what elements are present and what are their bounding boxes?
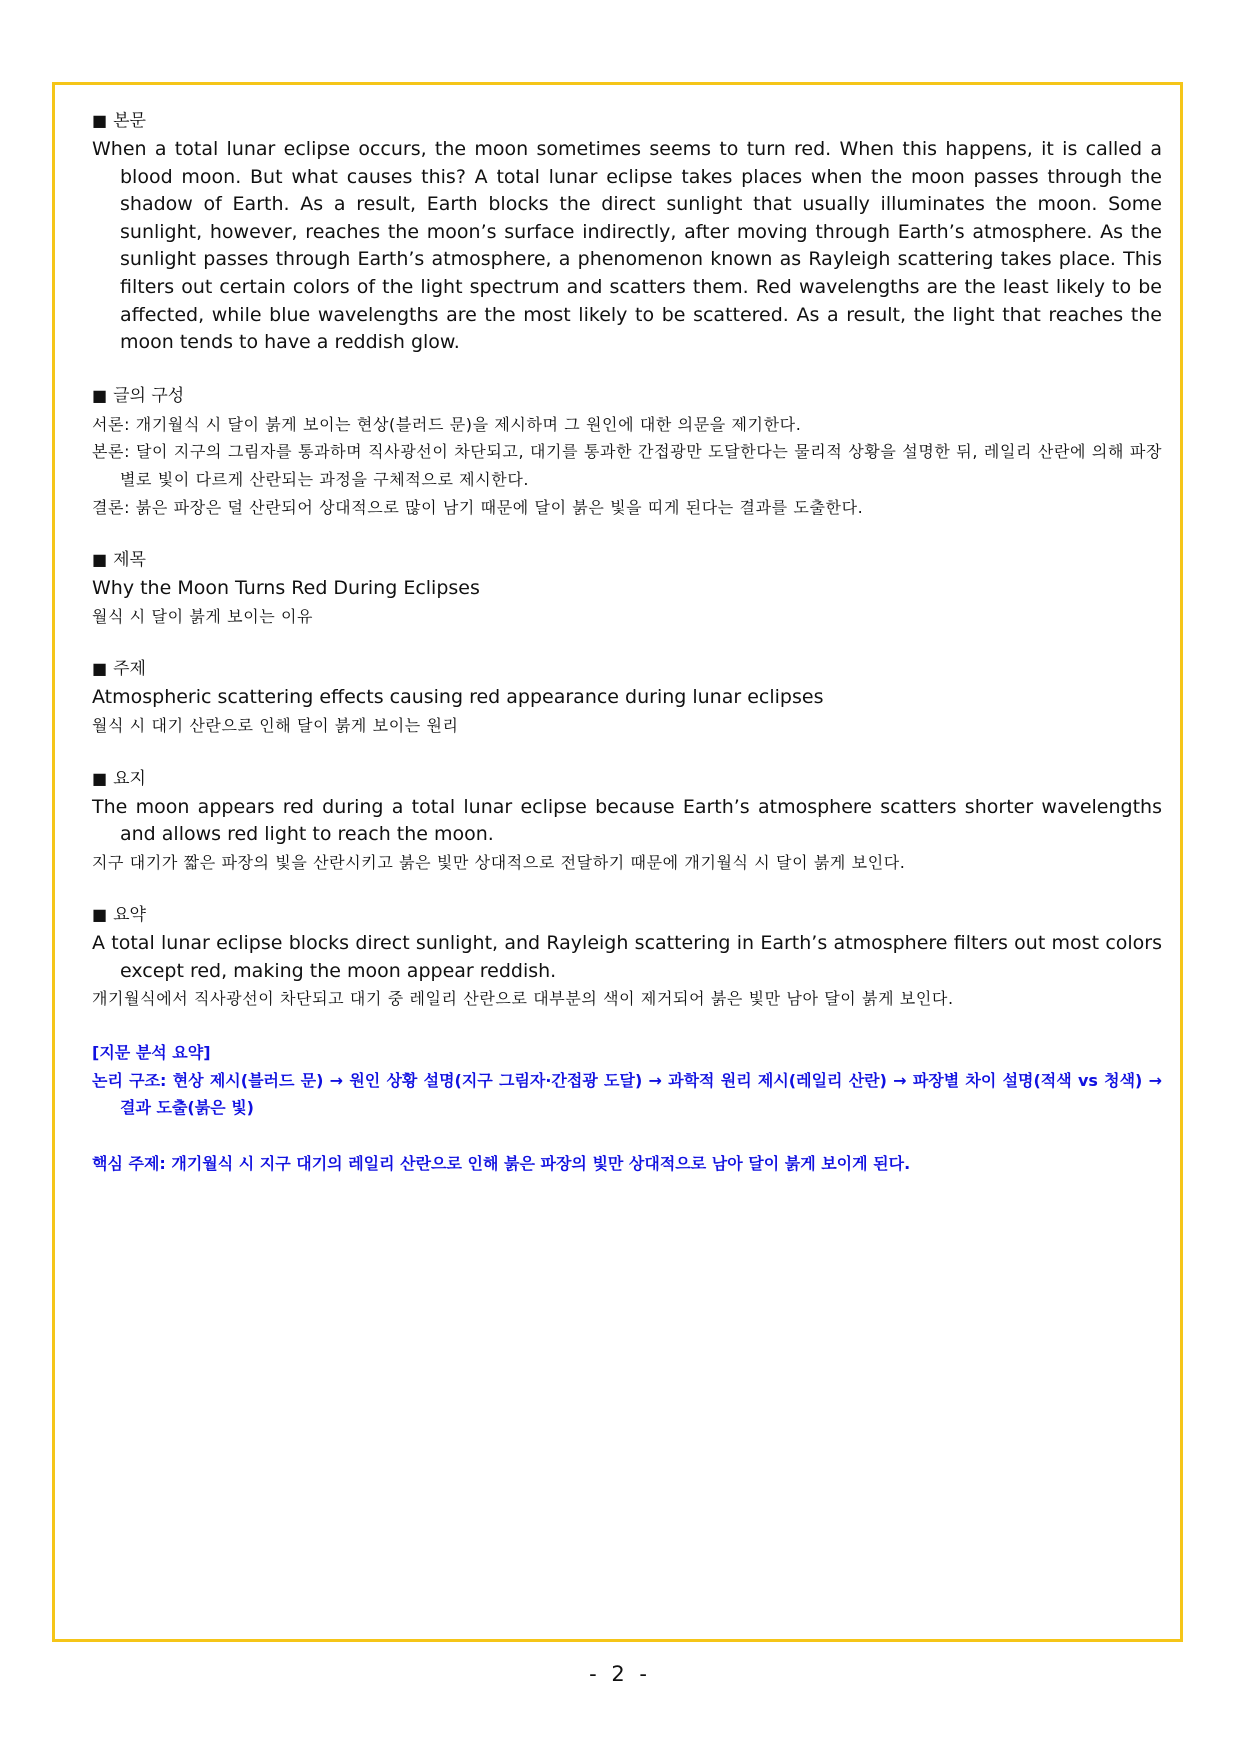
section-heading: ■ 요약	[92, 905, 146, 926]
square-bullet-icon: ■	[92, 550, 108, 570]
title-english: Why the Moon Turns Red During Eclipses	[92, 577, 480, 600]
document-body	[92, 108, 1162, 1203]
title-korean: 월식 시 달이 붉게 보이는 이유	[92, 606, 314, 626]
section-summary	[92, 902, 1162, 1013]
structure-intro: 서론: 개기월식 시 달이 붉게 보이는 현상(블러드 문)을 제시하며 그 원인에 대한 의문을 제기한다.	[92, 414, 802, 434]
square-bullet-icon: ■	[92, 768, 108, 788]
section-title	[92, 547, 1162, 630]
analysis-structure: 논리 구조: 현상 제시(블러드 문) → 원인 상황 설명(지구 그림자·간접광 도달) → 과학적 원리 제시(레일리 산란) → 파장별 차이 설명(적색 vs 청색) → 결과 도출(붉은 빛)	[92, 1070, 1162, 1118]
gist-english: The moon appears red during a total lunar eclipse because Earth’s atmosphere scatters shorter wavelengths and allows red light to reach the moon.	[92, 795, 1162, 846]
section-heading: ■ 주제	[92, 659, 146, 680]
gist-korean: 지구 대기가 짧은 파장의 빛을 산란시키고 붉은 빛만 상대적으로 전달하기 때문에 개기월식 시 달이 붉게 보인다.	[92, 852, 906, 872]
section-heading: ■ 본문	[92, 111, 146, 131]
analysis-summary	[92, 1039, 1162, 1177]
section-heading: ■ 요지	[92, 768, 146, 789]
topic-korean: 월식 시 대기 산란으로 인해 달이 붉게 보이는 원리	[92, 715, 459, 735]
square-bullet-icon: ■	[92, 385, 108, 405]
section-heading: ■ 제목	[92, 550, 146, 571]
structure-conclusion: 결론: 붉은 파장은 덜 산란되어 상대적으로 많이 남기 때문에 달이 붉은 빛을 띠게 된다는 결과를 도출한다.	[92, 497, 864, 517]
section-body-text	[92, 108, 1162, 357]
section-gist	[92, 766, 1162, 877]
square-bullet-icon: ■	[92, 905, 108, 925]
passage-text: When a total lunar eclipse occurs, the moon sometimes seems to turn red. When this happens, it is called a blood moon. But what causes this? A total lunar eclipse takes places when the moon passes through the shadow of Earth. As a result, Earth blocks the direct sunlight that usually illuminates the moon. Some sunlight, however, reaches the moon’s surface indirectly, after moving through Earth’s atmosphere. As the sunlight passes through Earth’s atmosphere, a phenomenon known as Rayleigh scattering takes place. This filters out certain colors of the light spectrum and scatters them. Red wavelengths are the least likely to be affected, while blue wavelengths are the most likely to be scattered. As a result, the light that reaches the moon tends to have a reddish glow.	[92, 138, 1162, 354]
topic-english: Atmospheric scattering effects causing red appearance during lunar eclipses	[92, 686, 824, 709]
structure-main: 본론: 달이 지구의 그림자를 통과하며 직사광선이 차단되고, 대기를 통과한 간접광만 도달한다는 물리적 상황을 설명한 뒤, 레일리 산란에 의해 파장별로 빛이 다르게 산란되는 과정을 구체적으로 제시한다.	[92, 442, 1162, 489]
section-topic	[92, 656, 1162, 739]
square-bullet-icon: ■	[92, 659, 108, 679]
summary-korean: 개기월식에서 직사광선이 차단되고 대기 중 레일리 산란으로 대부분의 색이 제거되어 붉은 빛만 남아 달이 붉게 보인다.	[92, 989, 954, 1009]
section-structure	[92, 383, 1162, 521]
summary-english: A total lunar eclipse blocks direct sunlight, and Rayleigh scattering in Earth’s atmosphere filters out most colors except red, making the moon appear reddish.	[92, 932, 1162, 982]
analysis-theme: 핵심 주제: 개기월식 시 지구 대기의 레일리 산란으로 인해 붉은 파장의 빛만 상대적으로 남아 달이 붉게 보이게 된다.	[92, 1153, 911, 1173]
page-number: - 2 -	[589, 1662, 651, 1686]
analysis-title: [지문 분석 요약]	[92, 1043, 211, 1063]
square-bullet-icon: ■	[92, 111, 108, 130]
section-heading: ■ 글의 구성	[92, 385, 185, 406]
